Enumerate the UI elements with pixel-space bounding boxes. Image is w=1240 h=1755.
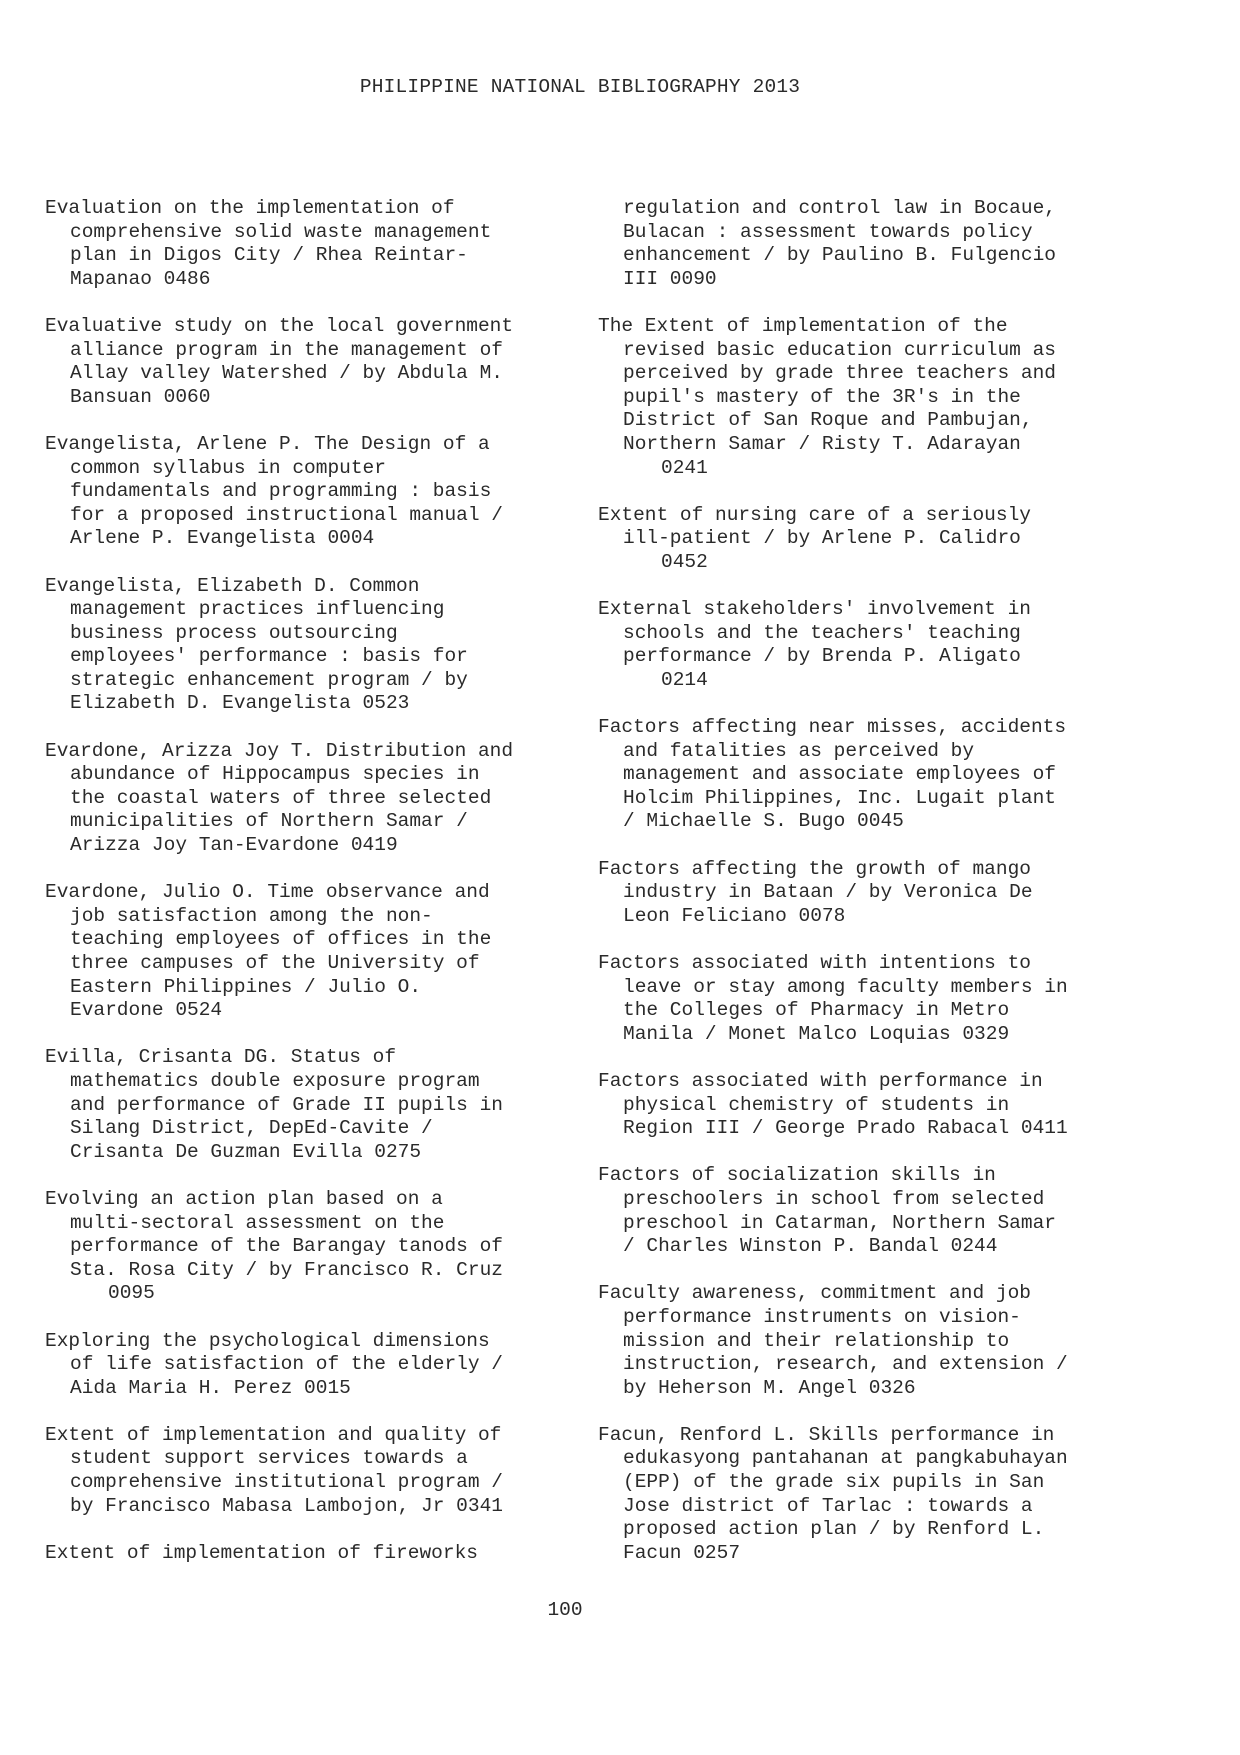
entry-line: III 0090 xyxy=(623,267,717,290)
entry-line: The Extent of implementation of the xyxy=(598,314,1008,337)
entry-line: Sta. Rosa City / by Francisco R. Cruz xyxy=(70,1258,503,1281)
bibliography-entry xyxy=(598,1070,1158,1141)
entry-line: of life satisfaction of the elderly / xyxy=(70,1353,503,1376)
entry-line: performance / by Brenda P. Aligato xyxy=(623,645,1021,668)
entry-line: Evangelista, Elizabeth D. Common xyxy=(45,574,420,597)
bibliography-entry xyxy=(598,716,1158,834)
bibliography-entry xyxy=(45,315,605,409)
entry-line: enhancement / by Paulino B. Fulgencio xyxy=(623,244,1056,267)
entry-line: Factors affecting near misses, accidents xyxy=(598,716,1067,739)
entry-line: revised basic education curriculum as xyxy=(623,338,1056,361)
entry-line: by Heherson M. Angel 0326 xyxy=(623,1376,916,1399)
entry-line: Elizabeth D. Evangelista 0523 xyxy=(70,692,410,715)
entry-line: Bulacan : assessment towards policy xyxy=(623,220,1033,243)
bibliography-entry xyxy=(45,740,605,858)
bibliography-entry xyxy=(45,881,605,1023)
entry-line: by Francisco Mabasa Lambojon, Jr 0341 xyxy=(70,1494,503,1517)
entry-line: 0241 xyxy=(661,456,708,479)
entry-line: Extent of nursing care of a seriously xyxy=(598,503,1031,526)
entry-line: Evardone, Arizza Joy T. Distribution and xyxy=(45,739,514,762)
entry-line: performance instruments on vision- xyxy=(623,1305,1021,1328)
entry-line: / Michaelle S. Bugo 0045 xyxy=(623,810,904,833)
bibliography-entry xyxy=(45,1046,605,1164)
entry-line: teaching employees of offices in the xyxy=(70,928,492,951)
bibliography-entry xyxy=(598,315,1158,480)
entry-line: student support services towards a xyxy=(70,1447,468,1470)
entry-line: Evilla, Crisanta DG. Status of xyxy=(45,1046,397,1069)
entry-line: Facun, Renford L. Skills performance in xyxy=(598,1423,1055,1446)
entry-line: Facun 0257 xyxy=(623,1541,741,1564)
entry-line: Arizza Joy Tan-Evardone 0419 xyxy=(70,834,398,857)
entry-line: regulation and control law in Bocaue, xyxy=(623,197,1056,219)
entry-line: municipalities of Northern Samar / xyxy=(70,810,468,833)
entry-line: leave or stay among faculty members in xyxy=(623,975,1068,998)
entry-line: 0214 xyxy=(661,668,708,691)
entry-line: Evardone 0524 xyxy=(70,999,223,1022)
entry-line: Faculty awareness, commitment and job xyxy=(598,1282,1031,1305)
entry-line: Manila / Monet Malco Loquias 0329 xyxy=(623,1022,1010,1045)
entry-line: pupil's mastery of the 3R's in the xyxy=(623,385,1021,408)
entry-line: schools and the teachers' teaching xyxy=(623,621,1021,644)
entry-line: the coastal waters of three selected xyxy=(70,786,492,809)
entry-line: Jose district of Tarlac : towards a xyxy=(623,1494,1033,1517)
entry-line: Evardone, Julio O. Time observance and xyxy=(45,881,490,904)
bibliography-entry xyxy=(598,1424,1158,1566)
entry-line: Allay valley Watershed / by Abdula M. xyxy=(70,362,503,385)
entry-line: physical chemistry of students in xyxy=(623,1093,1010,1116)
bibliography-entry xyxy=(45,1424,605,1518)
entry-line: job satisfaction among the non- xyxy=(70,904,433,927)
entry-line: edukasyong pantahanan at pangkabuhayan xyxy=(623,1447,1068,1470)
right-column xyxy=(598,197,1158,1589)
entry-line: Bansuan 0060 xyxy=(70,385,211,408)
bibliography-entry xyxy=(45,1330,605,1401)
entry-line: / Charles Winston P. Bandal 0244 xyxy=(623,1235,998,1258)
entry-line: Crisanta De Guzman Evilla 0275 xyxy=(70,1140,422,1163)
entry-line: Leon Feliciano 0078 xyxy=(623,904,846,927)
entry-line: performance of the Barangay tanods of xyxy=(70,1235,503,1258)
entry-line: Evaluation on the implementation of xyxy=(45,197,455,219)
entry-line: employees' performance : basis for xyxy=(70,645,468,668)
entry-line: strategic enhancement program / by xyxy=(70,668,468,691)
entry-line: 0095 xyxy=(108,1282,155,1305)
bibliography-entry xyxy=(45,1542,605,1566)
bibliography-entry xyxy=(598,952,1158,1046)
entry-line: Factors associated with intentions to xyxy=(598,952,1031,974)
entry-line: Mapanao 0486 xyxy=(70,267,211,290)
entry-line: comprehensive institutional program / xyxy=(70,1471,503,1494)
entry-line: Northern Samar / Risty T. Adarayan xyxy=(623,432,1021,455)
bibliography-entry-continued xyxy=(598,197,1158,291)
bibliography-entry xyxy=(598,1282,1158,1400)
entry-line: business process outsourcing xyxy=(70,621,398,644)
entry-line: Region III / George Prado Rabacal 0411 xyxy=(623,1117,1068,1140)
entry-line: instruction, research, and extension / xyxy=(623,1353,1068,1376)
entry-line: for a proposed instructional manual / xyxy=(70,503,503,526)
entry-line: management practices influencing xyxy=(70,598,445,621)
entry-line: preschoolers in school from selected xyxy=(623,1187,1045,1210)
bibliography-entry xyxy=(598,1164,1158,1258)
entry-line: common syllabus in computer xyxy=(70,456,386,479)
entry-line: Evangelista, Arlene P. The Design of a xyxy=(45,432,490,455)
entry-line: Factors associated with performance in xyxy=(598,1069,1043,1092)
entry-line: mission and their relationship to xyxy=(623,1329,1010,1352)
entry-line: preschool in Catarman, Northern Samar xyxy=(623,1211,1056,1234)
entry-line: mathematics double exposure program xyxy=(70,1069,480,1092)
bibliography-entry xyxy=(598,858,1158,929)
bibliography-entry xyxy=(45,197,605,291)
entry-line: Evolving an action plan based on a xyxy=(45,1187,443,1210)
entry-line: (EPP) of the grade six pupils in San xyxy=(623,1471,1045,1494)
entry-line: Holcim Philippines, Inc. Lugait plant xyxy=(623,786,1056,809)
entry-line: proposed action plan / by Renford L. xyxy=(623,1518,1045,1541)
left-column xyxy=(45,197,605,1589)
bibliography-entry xyxy=(598,598,1158,692)
bibliography-entry xyxy=(598,504,1158,575)
entry-line: 0452 xyxy=(661,550,708,573)
entry-line: multi-sectoral assessment on the xyxy=(70,1211,445,1234)
entry-line: management and associate employees of xyxy=(623,763,1056,786)
entry-line: Evaluative study on the local government xyxy=(45,314,514,337)
entry-line: perceived by grade three teachers and xyxy=(623,362,1056,385)
entry-line: ill-patient / by Arlene P. Calidro xyxy=(623,527,1021,550)
entry-line: District of San Roque and Pambujan, xyxy=(623,409,1033,432)
entry-line: Arlene P. Evangelista 0004 xyxy=(70,527,375,550)
entry-line: the Colleges of Pharmacy in Metro xyxy=(623,999,1010,1022)
entry-line: Factors of socialization skills in xyxy=(598,1164,996,1187)
entry-line: Extent of implementation of fireworks xyxy=(45,1541,478,1564)
entry-line: Eastern Philippines / Julio O. xyxy=(70,975,422,998)
entry-line: fundamentals and programming : basis xyxy=(70,480,492,503)
entry-line: alliance program in the management of xyxy=(70,338,503,361)
entry-line: plan in Digos City / Rhea Reintar- xyxy=(70,244,468,267)
entry-line: three campuses of the University of xyxy=(70,952,480,974)
bibliography-entry xyxy=(45,1188,605,1306)
bibliography-entry xyxy=(45,433,605,551)
entry-line: and performance of Grade II pupils in xyxy=(70,1093,503,1116)
entry-line: Extent of implementation and quality of xyxy=(45,1423,502,1446)
entry-line: abundance of Hippocampus species in xyxy=(70,763,480,786)
entry-line: Factors affecting the growth of mango xyxy=(598,857,1031,880)
running-head: PHILIPPINE NATIONAL BIBLIOGRAPHY 2013 xyxy=(359,76,801,98)
entry-line: Aida Maria H. Perez 0015 xyxy=(70,1376,351,1399)
entry-line: Exploring the psychological dimensions xyxy=(45,1329,490,1352)
entry-line: External stakeholders' involvement in xyxy=(598,598,1031,621)
bibliography-entry xyxy=(45,575,605,717)
entry-line: Silang District, DepEd-Cavite / xyxy=(70,1117,433,1140)
entry-line: industry in Bataan / by Veronica De xyxy=(623,881,1033,904)
entry-line: and fatalities as perceived by xyxy=(623,739,975,762)
entry-line: comprehensive solid waste management xyxy=(70,220,492,243)
page-number: 100 xyxy=(547,1599,583,1621)
